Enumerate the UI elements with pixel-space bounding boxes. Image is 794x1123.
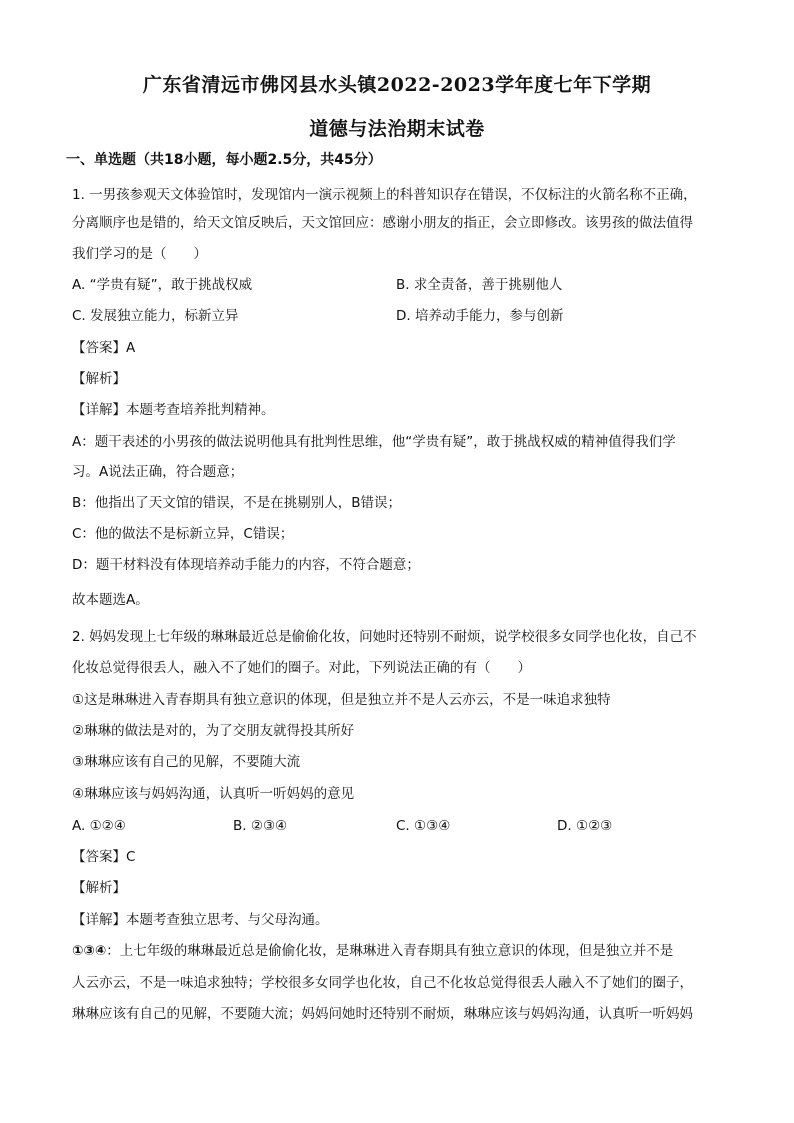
q1-explain-b: B：他指出了天文馆的错误，不是在挑剔别人，B错误；	[72, 495, 402, 511]
q1-stem-line3: 我们学习的是（ ）	[72, 246, 207, 262]
q2-option-a: A. ①②④	[72, 818, 126, 834]
q2-stem-line2: 化妆总觉得很丢人，融入不了她们的圈子。对此，下列说法正确的有（ ）	[72, 660, 531, 676]
q1-stem-line1: 1. 一男孩参观天文体验馆时，发现馆内一演示视频上的科普知识存在错误，不仅标注的火箭名称不正确，	[72, 187, 697, 203]
q1-detail: 【详解】本题考查培养批判精神。	[72, 402, 275, 418]
q2-option-d: D. ①②③	[557, 818, 613, 834]
q2-answer: 【答案】C	[72, 849, 136, 865]
q2-analysis-label: 【解析】	[72, 880, 126, 896]
q2-statement-1: ①这是琳琳进入青春期具有独立意识的体现，但是独立并不是人云亦云，不是一味追求独特	[72, 692, 611, 708]
q1-analysis-label: 【解析】	[72, 371, 126, 387]
q2-statement-2: ②琳琳的做法是对的，为了交朋友就得投其所好	[72, 723, 355, 739]
q1-conclusion: 故本题选A。	[72, 592, 149, 608]
q1-option-d: D. 培养动手能力，参与创新	[396, 308, 564, 324]
q2-option-b: B. ②③④	[233, 818, 288, 834]
q2-detail: 【详解】本题考查独立思考、与父母沟通。	[72, 912, 329, 928]
q2-explain-text1: ：上七年级的琳琳最近总是偷偷化妆，是琳琳进入青春期具有独立意识的体现，但是独立并不是	[106, 943, 674, 959]
q2-statement-4: ④琳琳应该与妈妈沟通，认真听一听妈妈的意见	[72, 786, 355, 802]
q2-statement-3: ③琳琳应该有自己的见解，不要随大流	[72, 754, 301, 770]
q1-option-c: C. 发展独立能力，标新立异	[72, 308, 239, 324]
q2-option-c: C. ①③④	[396, 818, 451, 834]
q2-explain-line1	[72, 941, 732, 961]
q1-option-b: B. 求全责备，善于挑剔他人	[396, 277, 563, 293]
q1-explain-a-line2: 习。A说法正确，符合题意；	[72, 464, 244, 480]
q2-explain-key: ①③④	[72, 943, 107, 959]
q1-explain-a-line1: A：题干表述的小男孩的做法说明他具有批判性思维，他“学贵有疑”，敢于挑战权威的精神值得我们学	[72, 434, 676, 450]
exam-title-line1: 广东省清远市佛冈县水头镇2022-2023学年度七年下学期	[142, 74, 652, 96]
q1-option-a: A. “学贵有疑”，敢于挑战权威	[72, 277, 253, 293]
q2-explain-line2: 人云亦云，不是一味追求独特；学校很多女同学也化妆，自己不化妆总觉得很丢人融入不了她们的圈子，	[72, 975, 693, 991]
q1-answer: 【答案】A	[72, 340, 136, 356]
section-heading: 一、单选题（共18小题，每小题2.5分，共45分）	[66, 152, 382, 168]
q2-stem-line1: 2. 妈妈发现上七年级的琳琳最近总是偷偷化妆，问她时还特别不耐烦，说学校很多女同学也化妆，自己不	[72, 629, 697, 645]
q2-explain-line3: 琳琳应该有自己的见解，不要随大流；妈妈问她时还特别不耐烦，琳琳应该与妈妈沟通，认真听一听妈妈	[72, 1006, 693, 1022]
exam-title-line2: 道德与法治期末试卷	[309, 118, 485, 140]
q1-explain-d: D：题干材料没有体现培养动手能力的内容，不符合题意；	[72, 557, 420, 573]
q1-stem-line2: 分离顺序也是错的，给天文馆反映后，天文馆回应：感谢小朋友的指正，会立即修改。该男孩的做法值得	[72, 215, 693, 231]
q1-explain-c: C：他的做法不是标新立异，C错误；	[72, 526, 294, 542]
